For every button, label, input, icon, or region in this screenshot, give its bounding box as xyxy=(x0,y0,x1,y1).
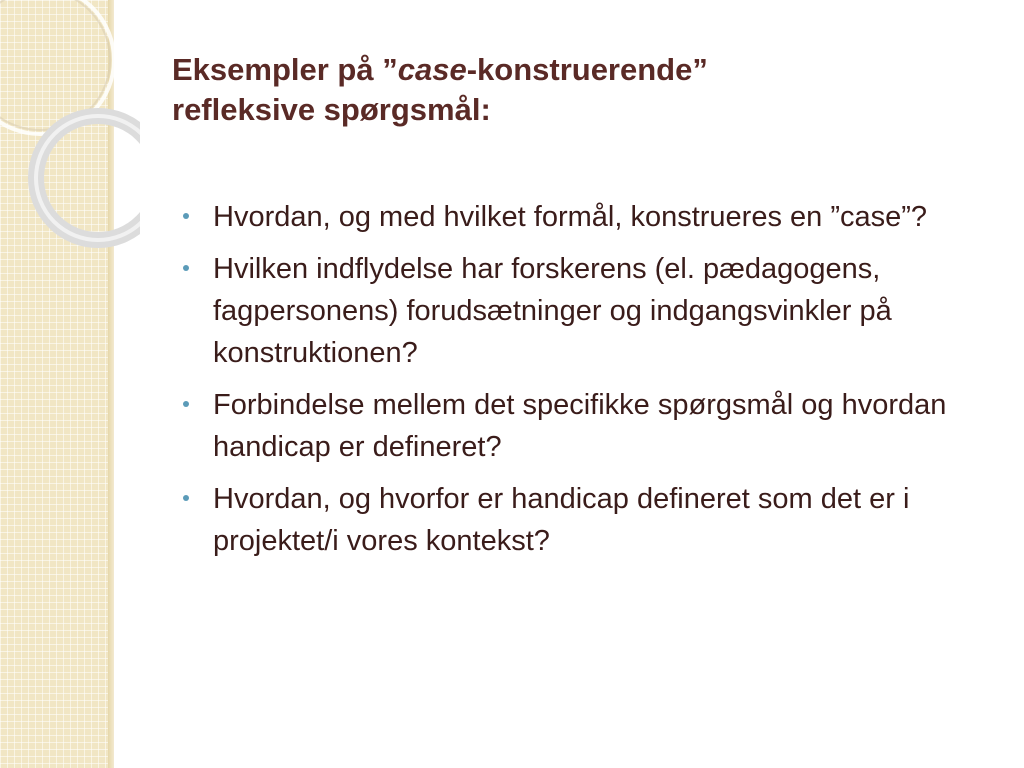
title-part2: -konstruerende” xyxy=(466,52,708,87)
bullet-text: Hvordan, og med hvilket formål, konstrueres en ”case”? xyxy=(213,201,928,233)
bullet-text: Forbindelse mellem det specifikke spørgsmål og hvordan handicap er defineret? xyxy=(213,389,947,463)
bullet-item-4 xyxy=(183,478,998,562)
bullet-text: Hvordan, og hvorfor er handicap defineret som det er i projektet/i vores kontekst? xyxy=(213,483,910,557)
bullet-item-3 xyxy=(183,384,998,468)
title-line2: refleksive spørgsmål: xyxy=(172,92,491,127)
bullet-text: Hvilken indflydelse har forskerens (el. pædagogens, fagpersonens) forudsætninger og indgangsvinkler på konstruktionen? xyxy=(213,253,892,369)
bullet-item-1 xyxy=(183,196,998,238)
decorative-rings xyxy=(0,0,140,260)
bullet-dot-icon xyxy=(183,495,189,501)
slide-title xyxy=(172,50,972,130)
bullet-dot-icon xyxy=(183,213,189,219)
bullet-item-2 xyxy=(183,248,998,374)
title-italic-case: case xyxy=(397,52,467,87)
bullet-list xyxy=(183,196,998,572)
bullet-dot-icon xyxy=(183,265,189,271)
bullet-dot-icon xyxy=(183,401,189,407)
title-part1: Eksempler på ” xyxy=(172,52,398,87)
